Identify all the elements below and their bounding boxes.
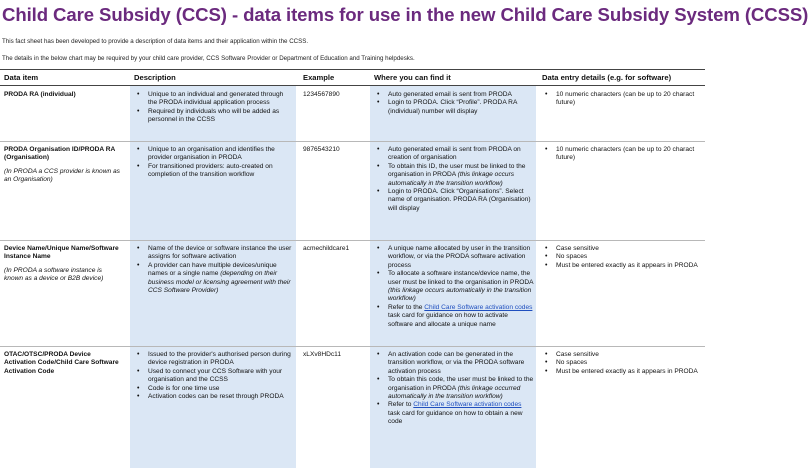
description-point: • Unique to an individual and generated through the PRODA individual application process <box>134 91 292 108</box>
col-header-example: Example <box>303 73 335 82</box>
where-point: • An activation code can be generated in the transition workflow, or via the PRODA software activation process <box>374 351 534 376</box>
table-row-device-name-item <box>4 245 122 284</box>
data-item-name: PRODA RA (individual) <box>4 91 76 98</box>
where-point <box>374 270 534 304</box>
data-item-name: Device Name/Unique Name/Software Instance Name <box>4 245 119 261</box>
table-row-proda-org-description <box>134 146 292 180</box>
where-point <box>374 376 534 401</box>
description-text: A provider can have multiple devices/unique names or a single name <box>148 261 277 278</box>
description-point: • Unique to an organisation and identifies the provider organisation in PRODA <box>134 146 292 163</box>
where-text: To obtain this code, the user must be linked to the organisation in PRODA <box>388 376 534 392</box>
description-point: • Name of the device or software instance the user assigns for software activation <box>134 245 292 262</box>
header-bottom-rule <box>0 85 705 86</box>
entry-point: • 10 numeric characters (can be up to 20 charact <box>542 91 717 99</box>
table-row-otac-entry <box>542 351 717 376</box>
table-row-proda-org-entry <box>542 146 717 163</box>
description-point: • Activation codes can be reset through PRODA <box>134 393 292 401</box>
where-point <box>374 163 534 188</box>
row-divider <box>0 240 705 241</box>
col-header-description: Description <box>134 73 176 82</box>
activation-codes-link[interactable]: Child Care Software activation codes <box>413 401 522 409</box>
where-text: To obtain this ID, the user must be linked to the organisation in PRODA <box>388 162 526 179</box>
table-row-device-name-description <box>134 245 292 295</box>
where-point: • Auto generated email is sent from PRODA on creation of organisation <box>374 146 534 163</box>
where-point: • Auto generated email is sent from PRODA <box>374 91 534 99</box>
entry-point: • Case sensitive <box>542 245 717 253</box>
col-header-where: Where you can find it <box>374 73 451 82</box>
where-text: task card for guidance on how to activate software and allocate a unique name <box>388 312 508 328</box>
page-title: Child Care Subsidy (CCS) - data items for use in the new Child Care Subsidy System (CCSS) <box>2 4 808 25</box>
example-value: 9876543210 <box>303 146 340 153</box>
example-value: xLXv8HDc11 <box>303 351 341 358</box>
table-row-proda-ra-where <box>374 91 534 116</box>
data-item-note: (In PRODA a CCS provider is known as an Organisation) <box>4 167 120 184</box>
entry-point: • 10 numeric characters (can be up to 20 charact <box>542 146 717 154</box>
description-point: • Used to connect your CCS Software with your organisation and the CCSS <box>134 368 292 385</box>
where-text: To allocate a software instance/device name, the user must be linked to the organisation in PRODA <box>388 270 534 286</box>
where-point: • A unique name allocated by user in the transition workflow, or via the PRODA software activation process <box>374 245 534 270</box>
entry-point-continued: future) <box>556 99 576 107</box>
table-row-proda-org-where <box>374 146 534 213</box>
activation-codes-link[interactable]: Child Care Software activation codes <box>424 303 533 311</box>
entry-point: • Case sensitive <box>542 351 717 359</box>
table-row-device-name-where <box>374 245 534 329</box>
description-text-italic: (depending on their business model or licensing agreement with their CCS Software Provider) <box>148 270 291 295</box>
row-divider <box>0 346 705 347</box>
description-point: • Issued to the provider's authorised person during device registration in PRODA <box>134 351 292 368</box>
entry-point: • Must be entered exactly as it appears in PRODA <box>542 368 717 376</box>
table-row-device-name-entry <box>542 245 717 270</box>
where-point: • Login to PRODA. Click “Profile”. PRODA RA (individual) number will display <box>374 99 534 116</box>
description-point: • Required by individuals who will be added as personnel in the CCSS <box>134 108 292 125</box>
where-point: • Login to PRODA. Click “Organisations”. Select name of organisation. PRODA RA (Organisation) will display <box>374 188 534 213</box>
example-value: 1234567890 <box>303 91 340 98</box>
table-row-otac-item <box>4 351 122 376</box>
entry-point: • No spaces <box>542 359 717 367</box>
entry-point: • No spaces <box>542 253 717 261</box>
table-row-proda-ra-entry <box>542 91 717 108</box>
where-text: Refer to the <box>388 303 425 311</box>
example-value: acmechildcare1 <box>303 245 350 252</box>
where-text-italic: (this linkage occurs automatically in the transition workflow) <box>388 171 515 187</box>
intro-text: This fact sheet has been developed to provide a description of data items and their application within the CCSS. <box>2 38 309 45</box>
table-row-proda-org-item <box>4 146 122 185</box>
table-row-otac-where <box>374 351 534 427</box>
description-point: • Code is for one time use <box>134 385 292 393</box>
description-point: • For transitioned providers: auto-created on completion of the transition workflow <box>134 163 292 180</box>
where-text: Refer to <box>388 401 414 409</box>
data-item-name: PRODA Organisation ID/PRODA RA (Organisation) <box>4 146 116 162</box>
entry-point: • Must be entered exactly as it appears in PRODA <box>542 262 717 270</box>
intro-text-details: The details in the below chart may be required by your child care provider, CCS Software Provider or Department of Education and Training helpdesks. <box>2 55 415 62</box>
col-header-data-item: Data item <box>4 73 39 82</box>
description-point <box>134 262 292 296</box>
where-text: task card for guidance on how to obtain a new code <box>388 409 523 426</box>
table-row-proda-ra-item <box>4 91 122 99</box>
header-top-rule <box>0 69 705 70</box>
where-point <box>374 401 534 426</box>
row-divider <box>0 141 705 142</box>
where-text-italic: (this linkage occurred automatically in the transition workflow) <box>388 384 521 401</box>
col-header-data-entry: Data entry details (e.g. for software) <box>542 73 672 82</box>
data-item-name: OTAC/OTSC/PRODA Device Activation Code/Child Care Software Activation Code <box>4 351 119 375</box>
entry-point-continued: future) <box>556 154 576 162</box>
table-row-otac-description <box>134 351 292 401</box>
data-item-note: (In PRODA a software instance is known as a device or B2B device) <box>4 266 104 283</box>
where-text-italic: (this linkage occurs automatically in the transition workflow) <box>388 287 532 303</box>
table-row-proda-ra-description <box>134 91 292 125</box>
where-point <box>374 304 534 329</box>
